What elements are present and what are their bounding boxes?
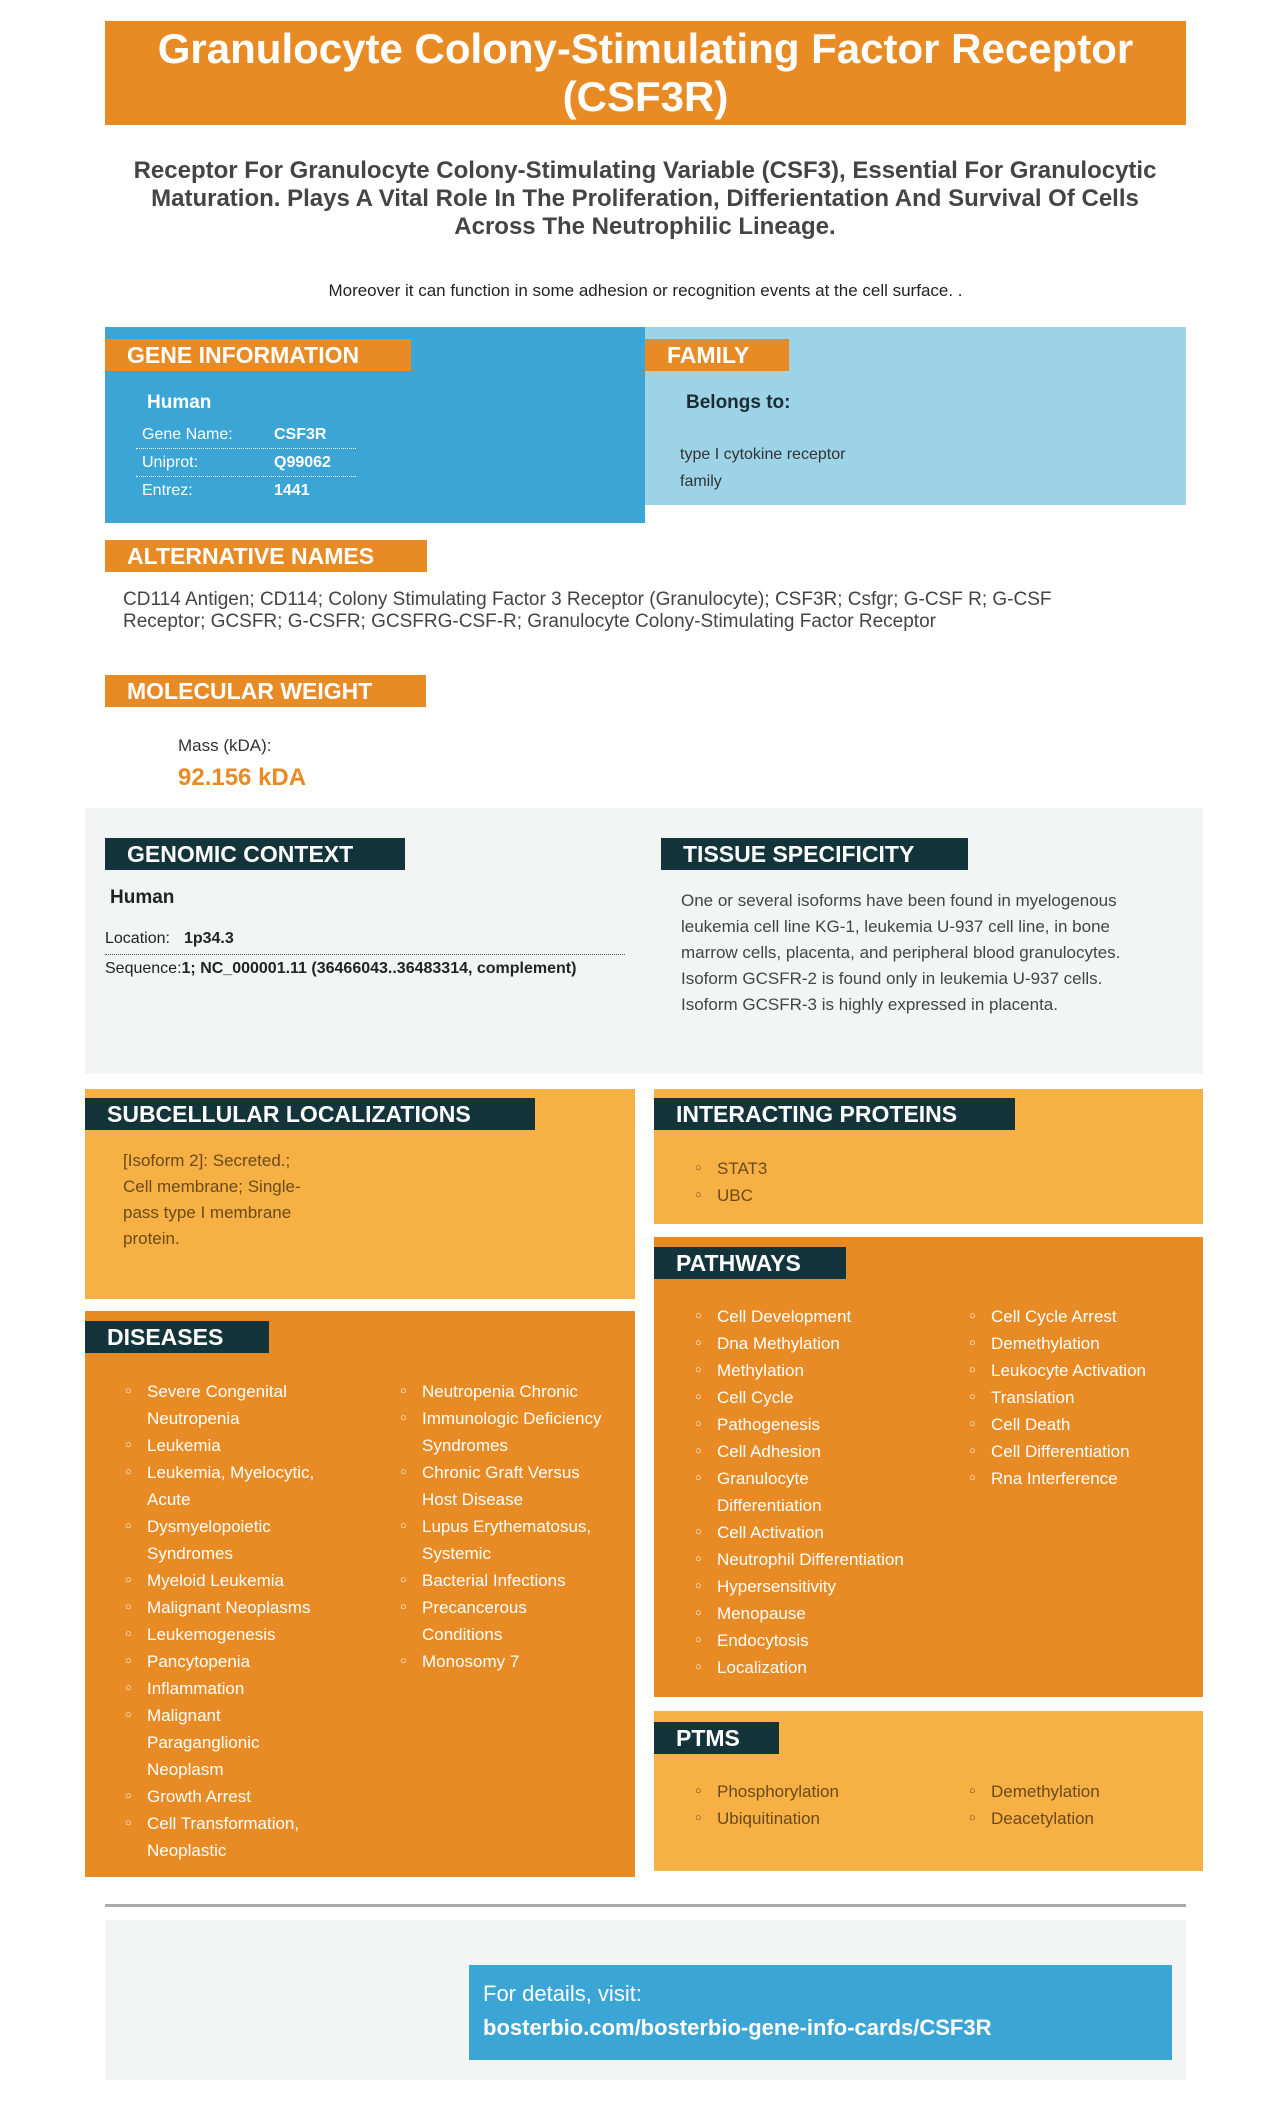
- genomic-sequence-row: [105, 960, 645, 978]
- alt-names-header: ALTERNATIVE NAMES: [105, 540, 427, 572]
- mol-weight-value: 92.156 kDA: [178, 764, 307, 791]
- footer-link-box[interactable]: [469, 1965, 1172, 2060]
- ptms-list-col1: [693, 1778, 839, 1832]
- list-item: ○ Endocytosis: [693, 1627, 933, 1654]
- diseases-list-col2: [398, 1378, 618, 1675]
- interacting-list: [693, 1155, 767, 1209]
- genomic-species: Human: [110, 887, 175, 908]
- genomic-header: GENOMIC CONTEXT: [105, 838, 405, 870]
- list-item: ○ Leukocyte Activation: [967, 1357, 1197, 1384]
- tissue-header: TISSUE SPECIFICITY: [661, 838, 968, 870]
- location-label: Location:: [105, 930, 170, 947]
- gene-info-row: [136, 477, 356, 504]
- list-item: ○ Deacetylation: [967, 1805, 1100, 1832]
- list-item: ○ Malignant Paraganglionic Neoplasm: [123, 1702, 277, 1783]
- list-item: ○ Cell Transformation, Neoplastic: [123, 1810, 343, 1864]
- list-item: ○ Granulocyte Differentiation: [693, 1465, 847, 1519]
- mol-weight-header: MOLECULAR WEIGHT: [105, 675, 426, 707]
- list-item: ○ UBC: [693, 1182, 767, 1209]
- extra-note: Moreover it can function in some adhesion or recognition events at the cell surface. .: [328, 281, 963, 300]
- list-item: ○ Severe Congenital Neutropenia: [123, 1378, 343, 1432]
- alt-names-text: CD114 Antigen; CD114; Colony Stimulating Factor 3 Receptor (Granulocyte); CSF3R; Csfgr; G-CSF R; G-CSF Receptor; GCSFR; G-CSFR; GCSFRG-CSF-R; Granulocyte Colony-Stimulating Factor Receptor: [123, 589, 1052, 632]
- list-item: ○ Leukemia, Myelocytic, Acute: [123, 1459, 343, 1513]
- gene-name-value: CSF3R: [274, 425, 327, 443]
- list-item: ○ Inflammation: [123, 1675, 343, 1702]
- list-item: ○ Neutropenia Chronic: [398, 1378, 618, 1405]
- diseases-list-col1: [123, 1378, 343, 1864]
- subtitle: Receptor For Granulocyte Colony-Stimulating Variable (CSF3), Essential For Granulocytic Maturation. Plays A Vital Role In The Proliferation, Differientation And Survival Of Cells Across The Neutrophilic Lineage.: [133, 157, 1157, 240]
- list-item: ○ STAT3: [693, 1155, 767, 1182]
- gene-info-species: Human: [147, 392, 212, 413]
- list-item: ○ Precancerous Conditions: [398, 1594, 572, 1648]
- uniprot-key: Uniprot:: [142, 453, 199, 471]
- genomic-location-row: [105, 924, 625, 955]
- tissue-text: One or several isoforms have been found in myelogenous leukemia cell line KG-1, leukemia U-937 cell line, in bone marrow cells, placenta, and peripheral blood granulocytes. Isoform GCSFR-2 is found only in leukemia U-937 cells. Isoform GCSFR-3 is highly expressed in placenta.: [681, 891, 1121, 1014]
- list-item: ○ Monosomy 7: [398, 1648, 618, 1675]
- list-item: ○ Neutrophil Differentiation: [693, 1546, 933, 1573]
- list-item: ○ Cell Differentiation: [967, 1438, 1197, 1465]
- list-item: ○ Malignant Neoplasms: [123, 1594, 343, 1621]
- pathways-list-col1: [693, 1303, 933, 1681]
- subcellular-header: SUBCELLULAR LOCALIZATIONS: [85, 1098, 535, 1130]
- list-item: ○ Growth Arrest: [123, 1783, 343, 1810]
- gene-info-header: GENE INFORMATION: [105, 339, 411, 371]
- list-item: ○ Cell Cycle Arrest: [967, 1303, 1197, 1330]
- list-item: ○ Cell Development: [693, 1303, 933, 1330]
- list-item: ○ Pathogenesis: [693, 1411, 933, 1438]
- pathways-list-col2: [967, 1303, 1197, 1492]
- list-item: ○ Myeloid Leukemia: [123, 1567, 343, 1594]
- pathways-header: PATHWAYS: [654, 1247, 846, 1279]
- entrez-value: 1441: [274, 481, 310, 499]
- list-item: ○ Cell Cycle: [693, 1384, 933, 1411]
- list-item: ○ Cell Activation: [693, 1519, 933, 1546]
- family-value: type I cytokine receptor family: [680, 446, 846, 490]
- page-title: Granulocyte Colony-Stimulating Factor Receptor (CSF3R): [105, 21, 1186, 125]
- list-item: ○ Translation: [967, 1384, 1197, 1411]
- list-item: ○ Menopause: [693, 1600, 933, 1627]
- list-item: ○ Demethylation: [967, 1330, 1197, 1357]
- mol-weight-label: Mass (kDA):: [178, 736, 272, 755]
- list-item: ○ Rna Interference: [967, 1465, 1197, 1492]
- list-item: ○ Pancytopenia: [123, 1648, 343, 1675]
- family-header: FAMILY: [645, 339, 789, 371]
- diseases-header: DISEASES: [85, 1321, 269, 1353]
- footer-label: For details, visit:: [483, 1981, 642, 2006]
- gene-name-key: Gene Name:: [142, 425, 233, 443]
- subcellular-text: [Isoform 2]: Secreted.; Cell membrane; Single-pass type I membrane protein.: [123, 1151, 301, 1248]
- divider: [105, 1904, 1186, 1907]
- list-item: ○ Cell Adhesion: [693, 1438, 933, 1465]
- list-item: ○ Localization: [693, 1654, 933, 1681]
- uniprot-value: Q99062: [274, 453, 331, 471]
- ptms-header: PTMS: [654, 1722, 779, 1754]
- sequence-value: 1; NC_000001.11 (36466043..36483314, complement): [181, 960, 577, 977]
- list-item: ○ Dna Methylation: [693, 1330, 933, 1357]
- gene-info-row: [136, 449, 356, 477]
- list-item: ○ Phosphorylation: [693, 1778, 839, 1805]
- location-value: 1p34.3: [183, 930, 234, 947]
- list-item: ○ Chronic Graft Versus Host Disease: [398, 1459, 612, 1513]
- family-belongs-label: Belongs to:: [686, 392, 791, 413]
- list-item: ○ Cell Death: [967, 1411, 1197, 1438]
- list-item: ○ Dysmyelopoietic Syndromes: [123, 1513, 343, 1567]
- list-item: ○ Leukemogenesis: [123, 1621, 343, 1648]
- list-item: ○ Ubiquitination: [693, 1805, 839, 1832]
- list-item: ○ Demethylation: [967, 1778, 1100, 1805]
- list-item: ○ Bacterial Infections: [398, 1567, 618, 1594]
- list-item: ○ Leukemia: [123, 1432, 343, 1459]
- entrez-key: Entrez:: [142, 481, 193, 499]
- list-item: ○ Hypersensitivity: [693, 1573, 933, 1600]
- footer-url[interactable]: bosterbio.com/bosterbio-gene-info-cards/CSF3R: [483, 2015, 992, 2040]
- interacting-header: INTERACTING PROTEINS: [654, 1098, 1015, 1130]
- list-item: ○ Lupus Erythematosus, Systemic: [398, 1513, 618, 1567]
- list-item: ○ Methylation: [693, 1357, 933, 1384]
- list-item: ○ Immunologic Deficiency Syndromes: [398, 1405, 618, 1459]
- sequence-label: Sequence:: [105, 960, 182, 977]
- ptms-list-col2: [967, 1778, 1100, 1832]
- gene-info-table: [136, 421, 356, 504]
- gene-info-row: [136, 421, 356, 449]
